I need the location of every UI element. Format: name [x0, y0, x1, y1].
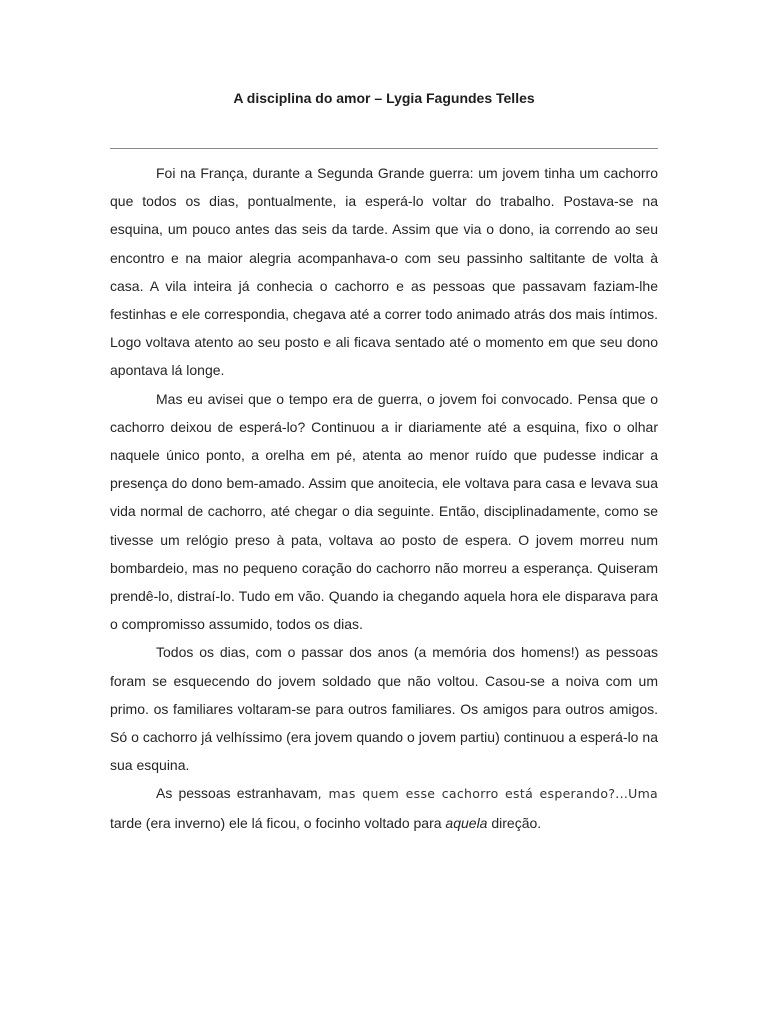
paragraph-4-question: , mas quem esse cachorro está esperando?...Uma	[317, 786, 659, 802]
title-divider	[110, 148, 658, 149]
paragraph-3: Todos os dias, com o passar dos anos (a memória dos homens!) as pessoas foram se esquecendo do jovem soldado que não voltou. Casou-se a noiva com um primo. os familiares voltaram-se para outros familiares. Os amigos para outros amigos. Só o cachorro já velhíssimo (era jovem quando o jovem partiu) continuou a esperá-lo na sua esquina.	[110, 644, 658, 774]
paragraph-4-text-middle: tarde (era inverno) ele lá ficou, o focinho voltado para	[110, 814, 446, 831]
paragraph-4	[110, 779, 658, 836]
paragraph-4-text-start: As pessoas estranhavam	[156, 785, 318, 802]
paragraph-4-emphasis: aquela	[445, 814, 488, 831]
document-title: A disciplina do amor – Lygia Fagundes Telles	[233, 90, 535, 106]
paragraph-1: Foi na França, durante a Segunda Grande guerra: um jovem tinha um cachorro que todos os dias, pontualmente, ia esperá-lo voltar do trabalho. Postava-se na esquina, um pouco antes das seis da tarde. Assim que via o dono, ia correndo ao seu encontro e na maior alegria acompanhava-o com seu passinho saltitante de volta à casa. A vila inteira já conhecia o cachorro e as pessoas que passavam faziam-lhe festinhas e ele correspondia, chegava até a correr todo animado atrás dos mais íntimos. Logo voltava atento ao seu posto e ali ficava sentado até o momento em que seu dono apontava lá longe.	[110, 165, 658, 379]
document-body	[110, 159, 658, 837]
paragraph-2: Mas eu avisei que o tempo era de guerra, o jovem foi convocado. Pensa que o cachorro deixou de esperá-lo? Continuou a ir diariamente até a esquina, fixo o olhar naquele único ponto, a orelha em pé, atenta ao menor ruído que pudesse indicar a presença do dono bem-amado. Assim que anoitecia, ele voltava para casa e levava sua vida normal de cachorro, até chegar o dia seguinte. Então, disciplinadamente, como se tivesse um relógio preso à pata, voltava ao posto de espera. O jovem morreu num bombardeio, mas no pequeno coração do cachorro não morreu a esperança. Quiseram prendê-lo, distraí-lo. Tudo em vão. Quando ia chegando aquela hora ele disparava para o compromisso assumido, todos os dias.	[110, 390, 658, 633]
paragraph-4-text-end: direção.	[487, 814, 542, 831]
